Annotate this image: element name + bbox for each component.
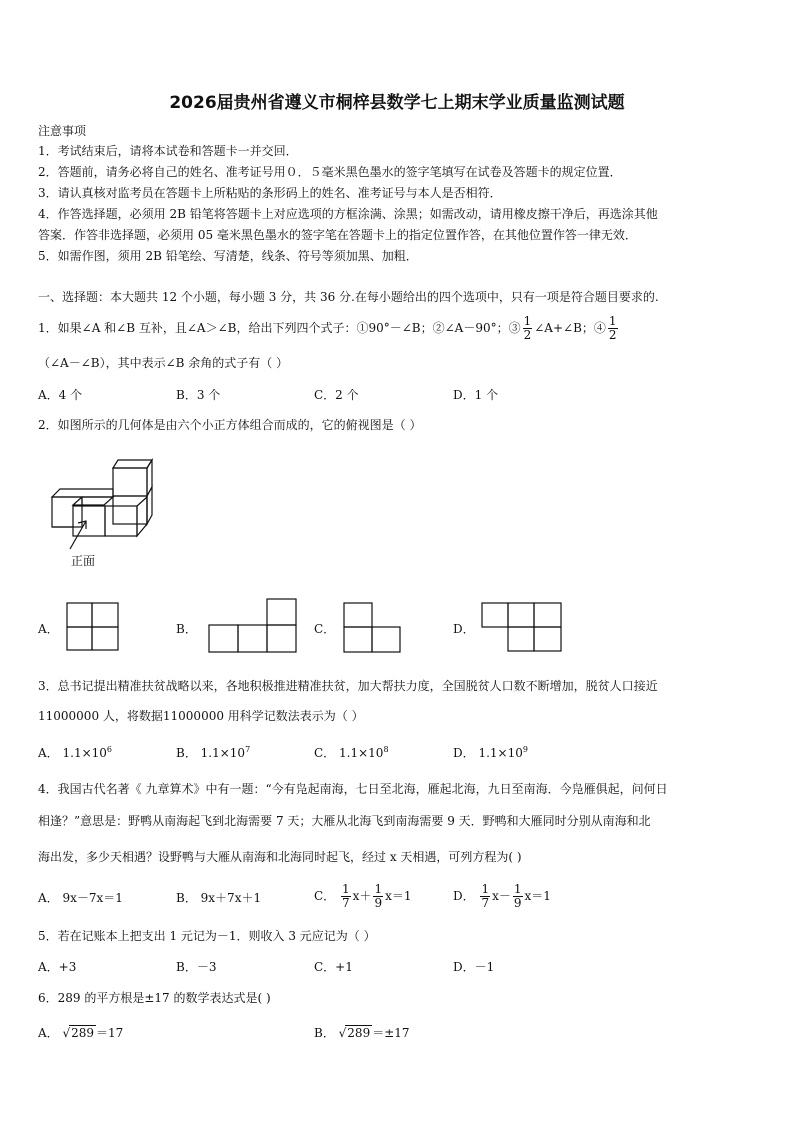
figure-edge bbox=[113, 460, 152, 468]
option-label: A． bbox=[38, 746, 59, 760]
option-c: C．+1 bbox=[314, 960, 353, 974]
fraction-numerator: 1 bbox=[523, 314, 532, 328]
option-label: C． bbox=[314, 889, 336, 903]
option-b bbox=[176, 744, 250, 761]
option-value: 1.1×10 bbox=[478, 746, 523, 760]
exponent: 6 bbox=[106, 745, 113, 754]
figure-edge bbox=[147, 487, 152, 524]
page-title: 2026届贵州省遵义市桐梓县数学七上期末学业质量监测试题 bbox=[169, 93, 625, 113]
option-b-cell bbox=[267, 599, 296, 625]
option-d-cell bbox=[508, 603, 534, 627]
fraction-half bbox=[523, 315, 533, 342]
question-3-stem: 3．总书记提出精准扶贫战略以来，各地积极推进精准扶贫，加大帮扶力度，全国脱贫人口数不断增加，脱贫人口接近 bbox=[38, 679, 658, 693]
fraction bbox=[373, 883, 383, 910]
fraction-numerator: 1 bbox=[374, 882, 383, 896]
option-b: B．－3 bbox=[176, 960, 217, 974]
figure-face bbox=[105, 506, 137, 536]
option-text: x＝1 bbox=[524, 889, 551, 903]
fraction-denominator: 7 bbox=[481, 896, 490, 910]
option-c-cell bbox=[344, 627, 372, 652]
fraction-numerator: 1 bbox=[608, 314, 617, 328]
question-1-stem bbox=[38, 313, 620, 343]
question-1-text: 1．如果∠A 和∠B 互补，且∠A＞∠B，给出下列四个式子：①90°－∠B；②∠A－90°；③ bbox=[38, 321, 521, 335]
fraction-denominator: 9 bbox=[374, 896, 383, 910]
option-label: A． bbox=[38, 891, 59, 905]
question-2-stem: 2．如图所示的几何体是由六个小正方体组合而成的，它的俯视图是（ ） bbox=[38, 418, 422, 432]
option-value: ＝±17 bbox=[372, 1026, 410, 1040]
section-heading: 一、选择题：本大题共 12 个小题，每小题 3 分，共 36 分.在每小题给出的四个选项中，只有一项是符合题目要求的. bbox=[38, 290, 659, 304]
option-value: ＝17 bbox=[96, 1026, 124, 1040]
option-c: C．2 个 bbox=[314, 388, 359, 402]
question-4-stem-cont: 海出发，多少天相遇？设野鸭与大雁从南海和北海同时起飞，经过 x 天相遇，可列方程为( ) bbox=[38, 850, 522, 864]
figure-face bbox=[113, 496, 147, 524]
option-d-cell bbox=[534, 603, 561, 627]
fraction bbox=[480, 883, 490, 910]
option-d bbox=[453, 744, 528, 761]
option-b-label: B． bbox=[176, 622, 197, 636]
notice-item: 5．如需作图，须用 2B 铅笔绘、写清楚，线条、符号等须加黑、加粗． bbox=[38, 249, 418, 263]
figure-edge bbox=[147, 460, 152, 496]
question-5-stem: 5．若在记账本上把支出 1 元记为－1．则收入 3 元应记为（ ） bbox=[38, 929, 376, 943]
option-a-cell bbox=[67, 627, 92, 650]
option-label: B． bbox=[176, 746, 197, 760]
figure-edge bbox=[52, 489, 113, 497]
option-b-cell bbox=[209, 625, 238, 652]
notice-item: 1．考试结束后，请将本试卷和答题卡一并交回． bbox=[38, 144, 298, 158]
notice-item: 答案．作答非选择题，必须用 05 毫米黑色墨水的签字笔在答题卡上的指定位置作答，在其他位置作答一律无效． bbox=[38, 228, 637, 242]
question-3-stem-cont: 11000000 人，将数据11000000 用科学记数法表示为（ ） bbox=[38, 709, 364, 723]
option-text: x＋ bbox=[352, 889, 372, 903]
fraction bbox=[513, 883, 523, 910]
question-1-text: ∠A+∠B；④ bbox=[534, 321, 606, 335]
option-b-cell bbox=[238, 625, 267, 652]
front-label: 正面 bbox=[71, 554, 96, 568]
option-a bbox=[38, 744, 112, 761]
figure-edge bbox=[137, 497, 147, 536]
option-d-cell bbox=[534, 627, 561, 651]
option-label: C． bbox=[314, 746, 336, 760]
option-value: 9x－7x＝1 bbox=[62, 891, 123, 905]
option-a: A． √289 ＝17 bbox=[38, 1026, 124, 1040]
figure-face bbox=[113, 468, 147, 496]
figure-edge bbox=[73, 497, 113, 505]
fraction-numerator: 1 bbox=[342, 882, 350, 896]
notice-item: 3．请认真核对监考员在答题卡上所粘贴的条形码上的姓名、准考证号与本人是否相符． bbox=[38, 186, 502, 200]
front-arrow bbox=[70, 521, 86, 549]
option-label: D． bbox=[453, 746, 475, 760]
option-a-cell bbox=[67, 603, 92, 627]
option-d: D．－1 bbox=[453, 960, 495, 974]
option-value: 9x＋7x＋1 bbox=[200, 891, 262, 905]
option-a bbox=[38, 889, 123, 906]
figure-face bbox=[73, 506, 105, 536]
option-c-label: C． bbox=[314, 622, 336, 636]
option-c-cell bbox=[344, 603, 372, 627]
notice-heading: 注意事项 bbox=[38, 124, 87, 138]
exponent: 8 bbox=[383, 745, 389, 754]
fraction bbox=[341, 883, 351, 910]
figure-face bbox=[52, 497, 82, 527]
notice-item: 2．答题前，请务必将自己的姓名、准考证号用０．５毫米黑色墨水的签字笔填写在试卷及答题卡的规定位置． bbox=[38, 165, 622, 179]
option-a: A．4 个 bbox=[38, 388, 83, 402]
option-label: A． bbox=[38, 1026, 59, 1040]
question-4-stem: 4．我国古代名著《 九章算术》中有一题：“今有凫起南海，七日至北海，雁起北海，九日至南海．今凫雁俱起，问何日 bbox=[38, 782, 668, 796]
fraction-numerator: 1 bbox=[513, 882, 522, 896]
front-arrow-head bbox=[78, 521, 86, 529]
notice-item: 4．作答选择题，必须用 2B 铅笔将答题卡上对应选项的方框涂满、涂黑；如需改动，请用橡皮擦干净后，再选涂其他 bbox=[38, 207, 658, 221]
radicand: 289 bbox=[347, 1026, 371, 1040]
question-1-stem-cont: （∠A－∠B），其中表示∠B 余角的式子有（ ） bbox=[38, 356, 289, 370]
option-a-label: A． bbox=[38, 622, 59, 636]
option-b: B． √289 ＝±17 bbox=[314, 1026, 410, 1040]
option-text: x＝1 bbox=[385, 889, 412, 903]
question-6-stem: 6．289 的平方根是±17 的数学表达式是( ) bbox=[38, 991, 271, 1005]
option-value: 1.1×10 bbox=[62, 746, 107, 760]
option-label: B． bbox=[176, 891, 197, 905]
option-value: 1.1×10 bbox=[339, 746, 384, 760]
option-a-cell bbox=[92, 603, 118, 627]
option-d bbox=[453, 879, 551, 913]
option-c-cell bbox=[372, 627, 400, 652]
option-value: 1.1×10 bbox=[200, 746, 246, 760]
exponent: 7 bbox=[245, 745, 251, 754]
fraction-numerator: 1 bbox=[481, 882, 490, 896]
fraction-denominator: 2 bbox=[523, 328, 532, 342]
option-label: D． bbox=[453, 889, 475, 903]
fraction-denominator: 7 bbox=[342, 896, 350, 910]
option-d-cell bbox=[482, 603, 508, 627]
option-d: D．1 个 bbox=[453, 388, 499, 402]
radicand: 289 bbox=[71, 1026, 95, 1040]
option-b bbox=[176, 889, 261, 906]
fraction-half bbox=[608, 315, 618, 342]
option-d-cell bbox=[508, 627, 534, 651]
fraction-denominator: 9 bbox=[513, 896, 522, 910]
fraction-denominator: 2 bbox=[608, 328, 617, 342]
option-b: B．3 个 bbox=[176, 388, 221, 402]
exponent: 9 bbox=[522, 745, 528, 754]
option-b-cell bbox=[267, 625, 296, 652]
option-text: x－ bbox=[492, 889, 511, 903]
option-label: B． bbox=[314, 1026, 335, 1040]
option-c bbox=[314, 879, 411, 913]
option-a-cell bbox=[92, 627, 118, 650]
question-4-stem-cont: 相逢？”意思是：野鸭从南海起飞到北海需要 7 天；大雁从北海飞到南海需要 9 天．野鸭和大雁同时分别从南海和北 bbox=[38, 814, 651, 828]
option-a: A．+3 bbox=[38, 960, 77, 974]
option-c bbox=[314, 744, 389, 761]
option-d-label: D． bbox=[453, 622, 475, 636]
